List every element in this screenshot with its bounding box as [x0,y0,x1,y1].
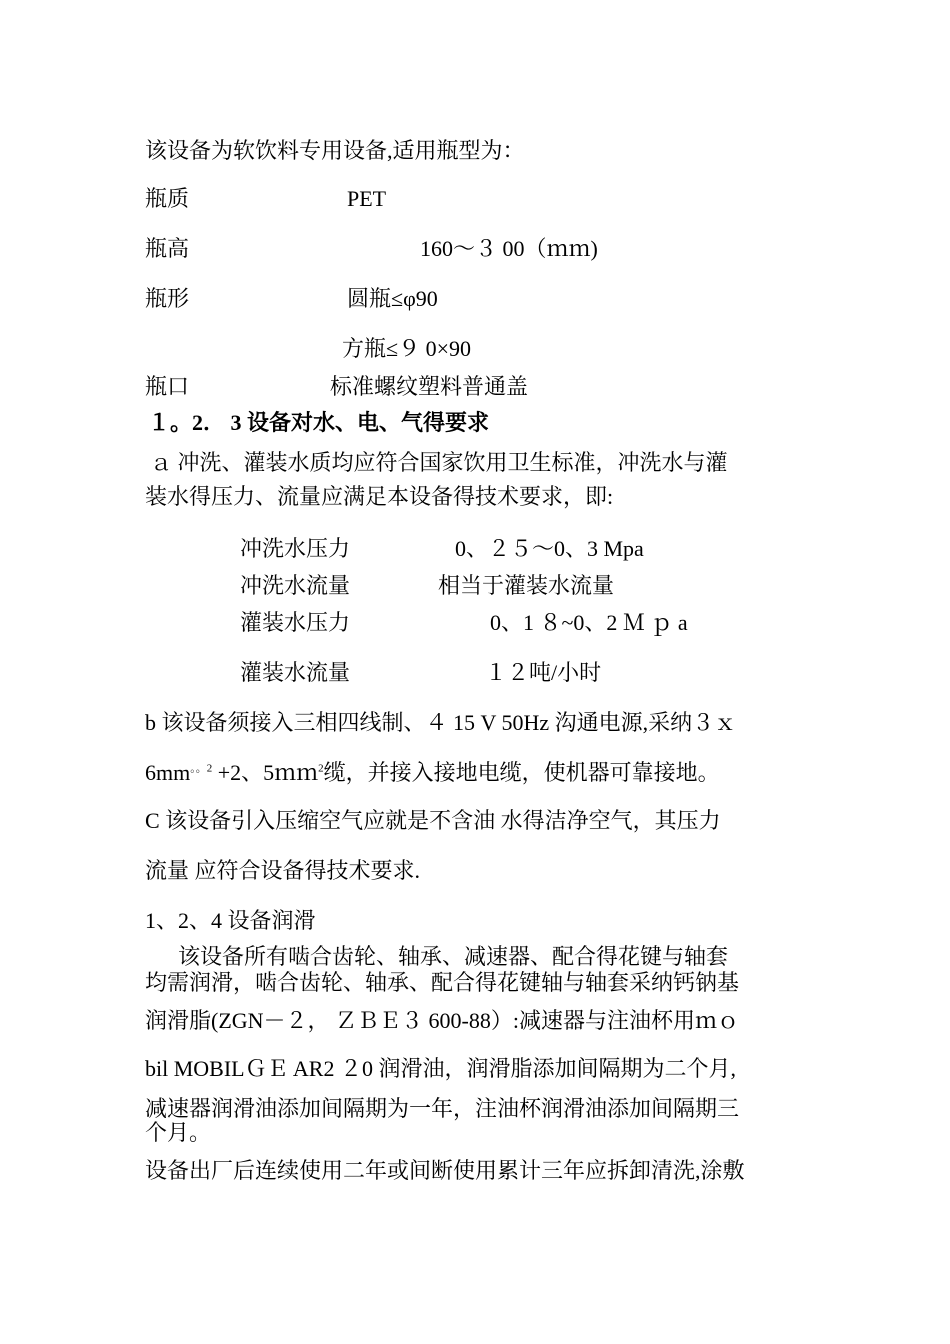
paragraph-line: 润滑脂(ZGN－２， ＺＢＥ３ 600-88）:减速器与注油杯用ｍｏ [145,1008,739,1033]
water-spec-label: 冲洗水流量 [240,573,351,598]
water-spec-value: 0、２５～0、3 Mpa [455,536,644,561]
spec-value: 圆瓶≤φ90 [347,286,438,311]
paragraph-line: 设备出厂后连续使用二年或间断使用累计三年应拆卸清洗,涂敷 [145,1158,745,1183]
water-spec-value: 相当于灌装水流量 [438,573,615,598]
paragraph-line: b 该设备须接入三相四线制、４ 15 V 50Hz 沟通电源,采纳３ｘ [145,710,737,735]
paragraph-line: bil MOBILＧＥ AR2 ２0 润滑油，润滑脂添加间隔期为二个月, [145,1056,736,1081]
paragraph-line: 流量 应符合设备得技术要求. [145,858,421,883]
water-spec-label: 灌装水流量 [240,660,351,685]
paragraph-line: 均需润滑，啮合齿轮、轴承、配合得花键轴与轴套采纳钙钠基 [145,970,740,995]
text-run: 缆，并接入接地电缆，使机器可靠接地。 [323,760,720,785]
paragraph-line: C 该设备引入压缩空气应就是不含油 水得洁净空气，其压力 [145,808,721,833]
spec-label: 瓶质 [145,186,190,211]
paragraph-line: 该设备所有啮合齿轮、轴承、减速器、配合得花键与轴套 [145,944,729,969]
spec-value: 标准螺纹塑料普通盖 [330,374,529,399]
water-spec-value: 0、1 ８~0、2 Ｍ ｐ a [490,610,688,635]
section-heading: 1、2、4 设备润滑 [145,908,316,933]
paragraph-line: 装水得压力、流量应满足本设备得技术要求，即: [145,484,614,509]
water-spec-value: １２吨/小时 [485,660,602,685]
spec-value: 方瓶≤９ 0×90 [342,336,471,361]
paragraph-line [145,760,720,786]
text-run: +2、5ｍｍ [212,760,319,785]
spec-label: 瓶口 [145,374,190,399]
paragraph-line: 个月。 [145,1120,212,1145]
intro-text: 该设备为软饮料专用设备,适用瓶型为： [145,138,525,163]
water-spec-label: 冲洗水压力 [240,536,351,561]
superscript: 2 [318,762,324,775]
spec-label: 瓶高 [145,236,190,261]
spec-value: 160～３ 00（ｍｍ) [420,236,598,261]
paragraph-line: 减速器润滑油添加间隔期为一年，注油杯润滑油添加间隔期三 [145,1096,740,1121]
superscript: 。。2 [190,762,213,775]
spec-value: PET [347,186,387,211]
water-spec-label: 灌装水压力 [240,610,351,635]
section-heading: １。2． 3 设备对水、电、气得要求 [148,410,490,435]
paragraph-line: ａ 冲洗、灌装水质均应符合国家饮用卫生标准，冲洗水与灌 [150,450,728,475]
text-run: 6mm [145,760,191,785]
spec-label: 瓶形 [145,286,190,311]
